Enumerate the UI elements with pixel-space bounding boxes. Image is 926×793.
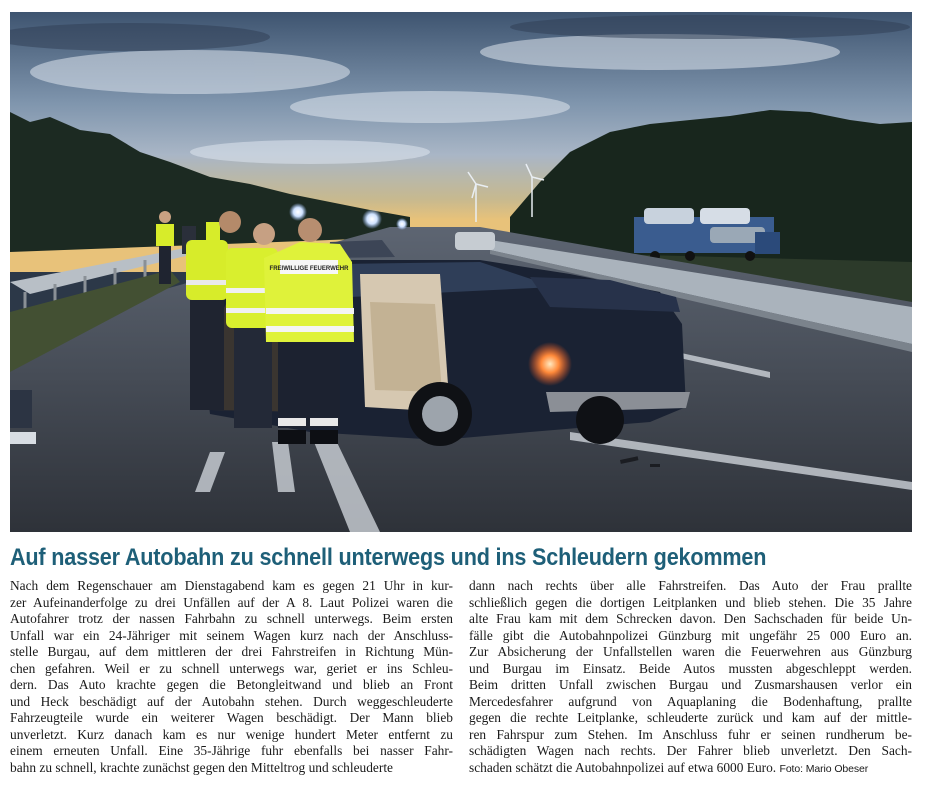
article-text-line-content: gegen die rechte Leitplanke, schleuderte zurück und kam auf der mittle- <box>469 710 912 725</box>
article-text-line-content: Fahrzeugteile wurde ein weiterer Wagen beschädigt. Der Mann blieb <box>10 710 453 725</box>
article-text-line <box>10 611 453 628</box>
article-text-line-content: und Heck beschädigt auf der Autobahn stehen. Durch weggeschleuderte <box>10 693 453 709</box>
article-text-line-content: Nach dem Regenschauer am Dienstagabend kam es gegen 21 Uhr in kur- <box>10 578 453 593</box>
article-text-line <box>10 595 453 612</box>
article-text-line-content: zer Aufeinanderfolge zu drei Unfällen auf der A 8. Laut Polizei waren die <box>10 594 453 610</box>
article-text-line-content: schädigten Wagen nach rechts. Der Fahrer blieb unverletzt. Den Sach- <box>469 743 912 758</box>
article-text-line-content: einem erneuten Unfall. Eine 35-Jährige fuhr ebenfalls bei nasser Fahr- <box>10 743 453 758</box>
article-text-line <box>10 760 453 777</box>
article-text-line-content: Autofahrer trotz der nassen Fahrbahn zu schnell unterwegs. Beim ersten <box>10 611 453 626</box>
article-text-line <box>469 760 912 777</box>
accident-scene-illustration <box>10 12 912 532</box>
article-text-line <box>10 727 453 744</box>
article-text-line-content: und Burgau im Einsatz. Beide Autos mussten abgeschleppt werden. <box>469 660 912 676</box>
article-text-line <box>469 727 912 744</box>
vest-lettering: FREIWILLIGE FEUERWEHR <box>269 266 349 272</box>
article-text-line <box>10 743 453 760</box>
article-text-line-content: dern. Das Auto krachte gegen die Betongleitwand und blieb an Front <box>10 677 453 692</box>
article-text-line-content: Zur Absicherung der Unfallstellen waren die Feuerwehren aus Günzburg <box>469 644 912 659</box>
article-text-line-content: Beim dritten Unfall zwischen Burgau und Zusmarshausen verlor ein <box>469 677 912 692</box>
article-text-line-content: ren Fahrspur zum Stehen. Im Anschluss fuhr er seinen rundherum be- <box>469 726 912 742</box>
article-text-line <box>469 661 912 678</box>
article-text-line <box>10 710 453 727</box>
article-text-line <box>469 743 912 760</box>
article-text-line-content: schaden schätzt die Autobahnpolizei auf etwa 6000 Euro. <box>469 759 777 775</box>
article-text-line <box>10 578 453 595</box>
article-text-line <box>10 661 453 678</box>
article-text-line <box>10 644 453 661</box>
article-text-line-content: unverletzt. Kurz danach kam es nur wenige hundert Meter entfernt zu <box>10 726 453 742</box>
article-photo <box>10 12 912 532</box>
article-text-line <box>469 694 912 711</box>
article-text-line <box>469 578 912 595</box>
article-text-line-content: chen gefahren. Weil er zu schnell unterwegs war, geriet er ins Schleu- <box>10 660 453 676</box>
article-text-line <box>469 677 912 694</box>
article-headline: Auf nasser Autobahn zu schnell unterwegs und ins Schleudern gekommen <box>10 544 767 571</box>
article-text-line <box>469 644 912 661</box>
photo-credit: Foto: Mario Obeser <box>779 762 869 775</box>
article-text-line-content: bahn zu schnell, krachte zunächst gegen den Mitteltrog und schleuderte <box>10 759 393 775</box>
article-text-line <box>10 628 453 645</box>
article-text-line <box>469 628 912 645</box>
article-text-right-column <box>469 578 912 788</box>
article-text-line <box>469 710 912 727</box>
article-text-line-content: stelle Burgau, auf dem mittleren der drei Fahrstreifen in Richtung Mün- <box>10 644 453 659</box>
article-text-line-content: dann nach rechts über alle Fahrstreifen. Das Auto der Frau prallte <box>469 578 912 593</box>
article-text-line <box>469 611 912 628</box>
article-text-line-content: fälle gibt die Autobahnpolizei Günzburg mit ungefähr 25 000 Euro an. <box>469 627 912 643</box>
article-text-line-content: Unfall war ein 24-Jähriger mit seinem Wagen kurz nach der Anschluss- <box>10 627 453 643</box>
article-text-line <box>10 694 453 711</box>
article-text-left-column <box>10 578 453 788</box>
article-text-line <box>10 677 453 694</box>
article-text-line-content: alte Frau kam mit dem Schrecken davon. Den Sachschaden für beide Un- <box>469 611 912 626</box>
article-text-line-content: Mercedesfahrer aufgrund von Aquaplaning die Bodenhaftung, prallte <box>469 693 912 709</box>
article-text-line <box>469 595 912 612</box>
article-text-line-content: schließlich gegen die dortigen Leitplanken und blieb stehen. Die 35 Jahre <box>469 594 912 610</box>
